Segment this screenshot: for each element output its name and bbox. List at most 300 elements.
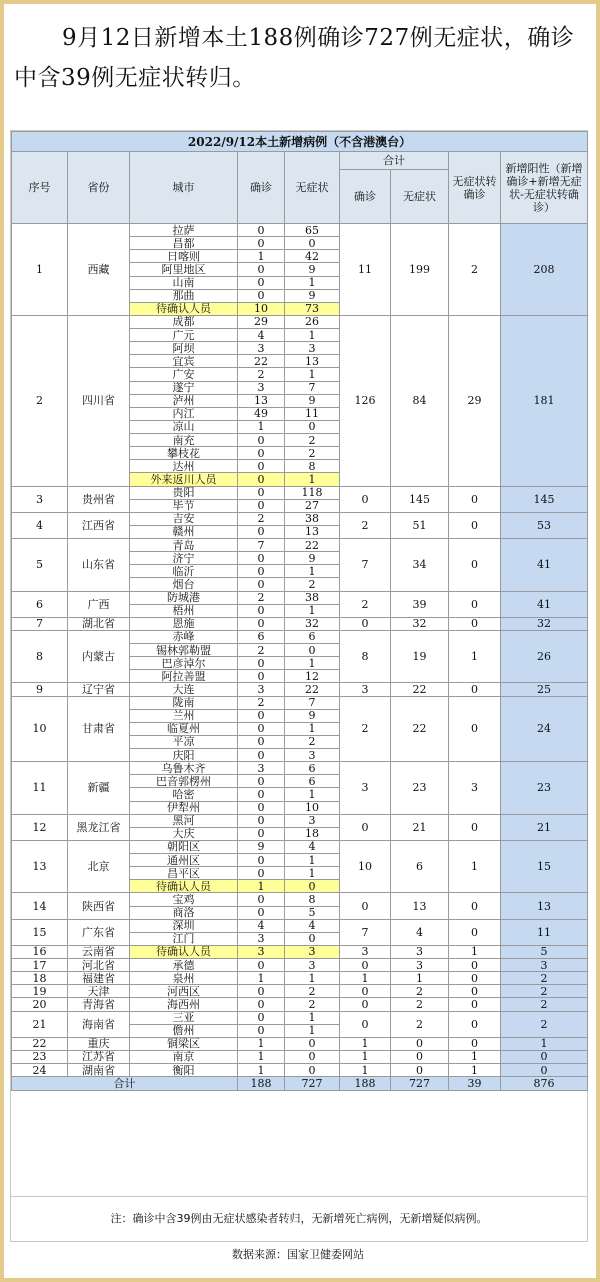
converted-cell: 1 (449, 630, 501, 683)
seq-cell: 18 (12, 972, 68, 985)
seq-cell: 15 (12, 919, 68, 945)
city-cell: 通州区 (130, 854, 238, 867)
total-confirmed-cell: 1 (340, 1037, 391, 1050)
converted-cell: 0 (449, 486, 501, 512)
asymptomatic-cell: 65 (285, 224, 340, 237)
asymptomatic-cell: 118 (285, 486, 340, 499)
city-cell: 外来返川人员 (130, 473, 238, 486)
asymptomatic-cell: 3 (285, 814, 340, 827)
confirmed-cell: 0 (238, 854, 285, 867)
asymptomatic-cell: 6 (285, 762, 340, 775)
total-confirmed-cell: 8 (340, 630, 391, 683)
total-confirmed-cell: 3 (340, 762, 391, 815)
city-cell: 阿坝 (130, 342, 238, 355)
positive-cell: 2 (501, 998, 588, 1011)
data-source: 数据来源：国家卫健委网站 (232, 1248, 364, 1261)
confirmed-cell: 0 (238, 867, 285, 880)
table-body (12, 224, 588, 1091)
asymptomatic-cell: 7 (285, 696, 340, 709)
positive-cell: 11 (501, 919, 588, 945)
table-row (12, 762, 588, 775)
total-asymptomatic-cell: 84 (391, 315, 449, 486)
seq-cell: 24 (12, 1064, 68, 1077)
province-cell: 江西省 (68, 512, 130, 538)
seq-cell: 14 (12, 893, 68, 919)
city-cell: 昌平区 (130, 867, 238, 880)
positive-cell: 0 (501, 1050, 588, 1063)
province-cell: 湖南省 (68, 1064, 130, 1077)
city-cell: 临夏州 (130, 722, 238, 735)
table-row (12, 224, 588, 237)
total-asymptomatic-cell: 2 (391, 1011, 449, 1037)
seq-cell: 16 (12, 945, 68, 958)
asymptomatic-cell: 9 (285, 289, 340, 302)
confirmed-cell: 0 (238, 959, 285, 972)
city-cell: 宝鸡 (130, 893, 238, 906)
confirmed-cell: 29 (238, 315, 285, 328)
total-asymptomatic-cell: 4 (391, 919, 449, 945)
total-confirmed-cell: 126 (340, 315, 391, 486)
seq-cell: 6 (12, 591, 68, 617)
city-cell: 巴彦淖尔 (130, 657, 238, 670)
seq-cell: 23 (12, 1050, 68, 1063)
city-cell: 大庆 (130, 827, 238, 840)
confirmed-cell: 7 (238, 539, 285, 552)
confirmed-cell: 4 (238, 919, 285, 932)
asymptomatic-cell: 2 (285, 578, 340, 591)
total-asymptomatic-cell: 145 (391, 486, 449, 512)
header-total-asymptomatic: 无症状 (391, 170, 449, 224)
province-cell: 陕西省 (68, 893, 130, 919)
seq-cell: 1 (12, 224, 68, 316)
confirmed-cell: 0 (238, 709, 285, 722)
confirmed-cell: 3 (238, 683, 285, 696)
confirmed-cell: 49 (238, 407, 285, 420)
confirmed-cell: 0 (238, 578, 285, 591)
table-row (12, 1064, 588, 1077)
positive-cell: 25 (501, 683, 588, 696)
seq-cell: 19 (12, 985, 68, 998)
confirmed-cell: 0 (238, 263, 285, 276)
positive-cell: 208 (501, 224, 588, 316)
asymptomatic-cell: 1 (285, 854, 340, 867)
positive-cell: 13 (501, 893, 588, 919)
asymptomatic-cell: 6 (285, 775, 340, 788)
asymptomatic-cell: 12 (285, 670, 340, 683)
table-row (12, 539, 588, 552)
table-row (12, 617, 588, 630)
city-cell: 泸州 (130, 394, 238, 407)
asymptomatic-cell: 13 (285, 525, 340, 538)
positive-cell: 2 (501, 1011, 588, 1037)
confirmed-cell: 1 (238, 250, 285, 263)
asymptomatic-cell: 0 (285, 1064, 340, 1077)
confirmed-cell: 0 (238, 447, 285, 460)
confirmed-cell: 0 (238, 670, 285, 683)
total-confirmed-cell: 0 (340, 985, 391, 998)
confirmed-cell: 0 (238, 604, 285, 617)
province-cell: 福建省 (68, 972, 130, 985)
asymptomatic-cell: 1 (285, 867, 340, 880)
table-row (12, 696, 588, 709)
header-confirmed: 确诊 (238, 152, 285, 224)
asymptomatic-cell: 8 (285, 893, 340, 906)
province-cell: 海南省 (68, 1011, 130, 1037)
total-confirmed-cell: 7 (340, 539, 391, 592)
confirmed-cell: 3 (238, 945, 285, 958)
asymptomatic-cell: 9 (285, 263, 340, 276)
confirmed-cell: 0 (238, 473, 285, 486)
confirmed-cell: 2 (238, 368, 285, 381)
city-cell: 赣州 (130, 525, 238, 538)
city-cell: 巴音郭楞州 (130, 775, 238, 788)
province-cell: 天津 (68, 985, 130, 998)
table-row (12, 1011, 588, 1024)
converted-cell: 0 (449, 985, 501, 998)
asymptomatic-cell: 9 (285, 552, 340, 565)
header-seq: 序号 (12, 152, 68, 224)
total-confirmed-cell: 1 (340, 972, 391, 985)
confirmed-cell: 0 (238, 565, 285, 578)
confirmed-cell: 22 (238, 355, 285, 368)
province-cell: 青海省 (68, 998, 130, 1011)
city-cell: 那曲 (130, 289, 238, 302)
city-cell: 阿拉善盟 (130, 670, 238, 683)
city-cell: 海西州 (130, 998, 238, 1011)
city-cell: 山南 (130, 276, 238, 289)
table-row (12, 486, 588, 499)
totals-asymptomatic: 727 (285, 1077, 340, 1091)
total-confirmed-cell: 11 (340, 224, 391, 316)
asymptomatic-cell: 1 (285, 473, 340, 486)
asymptomatic-cell: 1 (285, 276, 340, 289)
totals-confirmed: 188 (238, 1077, 285, 1091)
total-asymptomatic-cell: 0 (391, 1064, 449, 1077)
confirmed-cell: 0 (238, 657, 285, 670)
confirmed-cell: 2 (238, 591, 285, 604)
totals-positive: 876 (501, 1077, 588, 1091)
converted-cell: 0 (449, 998, 501, 1011)
city-cell: 三亚 (130, 1011, 238, 1024)
converted-cell: 0 (449, 972, 501, 985)
total-confirmed-cell: 0 (340, 1011, 391, 1037)
confirmed-cell: 1 (238, 420, 285, 433)
seq-cell: 21 (12, 1011, 68, 1037)
city-cell: 拉萨 (130, 224, 238, 237)
city-cell: 昌都 (130, 237, 238, 250)
city-cell: 青岛 (130, 539, 238, 552)
seq-cell: 7 (12, 617, 68, 630)
confirmed-cell: 0 (238, 735, 285, 748)
table-title: 2022/9/12本土新增病例（不含港澳台） (12, 132, 588, 152)
total-asymptomatic-cell: 22 (391, 683, 449, 696)
confirmed-cell: 3 (238, 342, 285, 355)
positive-cell: 24 (501, 696, 588, 762)
city-cell: 伊犁州 (130, 801, 238, 814)
city-cell: 待确认人员 (130, 880, 238, 893)
asymptomatic-cell: 73 (285, 302, 340, 315)
confirmed-cell: 0 (238, 906, 285, 919)
confirmed-cell: 0 (238, 499, 285, 512)
asymptomatic-cell: 22 (285, 683, 340, 696)
asymptomatic-cell: 1 (285, 657, 340, 670)
city-cell: 庆阳 (130, 749, 238, 762)
seq-cell: 17 (12, 959, 68, 972)
city-cell: 黑河 (130, 814, 238, 827)
seq-cell: 12 (12, 814, 68, 840)
converted-cell: 29 (449, 315, 501, 486)
total-asymptomatic-cell: 3 (391, 959, 449, 972)
positive-cell: 53 (501, 512, 588, 538)
asymptomatic-cell: 3 (285, 945, 340, 958)
header-asymptomatic: 无症状 (285, 152, 340, 224)
confirmed-cell: 1 (238, 1050, 285, 1063)
asymptomatic-cell: 27 (285, 499, 340, 512)
asymptomatic-cell: 26 (285, 315, 340, 328)
positive-cell: 0 (501, 1064, 588, 1077)
total-confirmed-cell: 0 (340, 814, 391, 840)
asymptomatic-cell: 0 (285, 880, 340, 893)
converted-cell: 2 (449, 224, 501, 316)
converted-cell: 0 (449, 591, 501, 617)
city-cell: 成都 (130, 315, 238, 328)
province-cell: 山东省 (68, 539, 130, 592)
confirmed-cell: 2 (238, 644, 285, 657)
seq-cell: 5 (12, 539, 68, 592)
converted-cell: 1 (449, 945, 501, 958)
asymptomatic-cell: 18 (285, 827, 340, 840)
asymptomatic-cell: 3 (285, 342, 340, 355)
positive-cell: 41 (501, 591, 588, 617)
city-cell: 河西区 (130, 985, 238, 998)
total-asymptomatic-cell: 32 (391, 617, 449, 630)
header-city: 城市 (130, 152, 238, 224)
confirmed-cell: 0 (238, 224, 285, 237)
positive-cell: 181 (501, 315, 588, 486)
table-row (12, 893, 588, 906)
converted-cell: 0 (449, 1037, 501, 1050)
confirmed-cell: 0 (238, 893, 285, 906)
city-cell: 衡阳 (130, 1064, 238, 1077)
confirmed-cell: 2 (238, 512, 285, 525)
table-row (12, 315, 588, 328)
city-cell: 攀枝花 (130, 447, 238, 460)
confirmed-cell: 0 (238, 434, 285, 447)
positive-cell: 32 (501, 617, 588, 630)
city-cell: 梧州 (130, 604, 238, 617)
table-row (12, 512, 588, 525)
asymptomatic-cell: 4 (285, 840, 340, 853)
converted-cell: 1 (449, 1050, 501, 1063)
province-cell: 北京 (68, 840, 130, 893)
case-table-container (10, 130, 588, 1197)
converted-cell: 0 (449, 512, 501, 538)
total-confirmed-cell: 10 (340, 840, 391, 893)
confirmed-cell: 0 (238, 1024, 285, 1037)
totals-row (12, 1077, 588, 1091)
header-total: 合计 (340, 152, 449, 170)
header-converted: 无症状转确诊 (449, 152, 501, 224)
asymptomatic-cell: 42 (285, 250, 340, 263)
city-cell: 待确认人员 (130, 302, 238, 315)
asymptomatic-cell: 7 (285, 381, 340, 394)
seq-cell: 10 (12, 696, 68, 762)
confirmed-cell: 0 (238, 827, 285, 840)
asymptomatic-cell: 1 (285, 788, 340, 801)
confirmed-cell: 0 (238, 237, 285, 250)
city-cell: 赤峰 (130, 630, 238, 643)
confirmed-cell: 9 (238, 840, 285, 853)
totals-total-confirmed: 188 (340, 1077, 391, 1091)
header-total-confirmed: 确诊 (340, 170, 391, 224)
headline: 9月12日新增本土188例确诊727例无症状，确诊中含39例无症状转归。 (14, 25, 575, 91)
asymptomatic-cell: 0 (285, 420, 340, 433)
seq-cell: 9 (12, 683, 68, 696)
city-cell: 贵阳 (130, 486, 238, 499)
confirmed-cell: 3 (238, 381, 285, 394)
total-asymptomatic-cell: 199 (391, 224, 449, 316)
city-cell: 凉山 (130, 420, 238, 433)
header-province: 省份 (68, 152, 130, 224)
province-cell: 内蒙古 (68, 630, 130, 683)
asymptomatic-cell: 2 (285, 447, 340, 460)
total-asymptomatic-cell: 19 (391, 630, 449, 683)
confirmed-cell: 4 (238, 329, 285, 342)
city-cell: 恩施 (130, 617, 238, 630)
confirmed-cell: 2 (238, 696, 285, 709)
province-cell: 广西 (68, 591, 130, 617)
city-cell: 锡林郭勒盟 (130, 644, 238, 657)
total-confirmed-cell: 2 (340, 696, 391, 762)
total-asymptomatic-cell: 39 (391, 591, 449, 617)
confirmed-cell: 6 (238, 630, 285, 643)
asymptomatic-cell: 38 (285, 512, 340, 525)
asymptomatic-cell: 11 (285, 407, 340, 420)
total-asymptomatic-cell: 22 (391, 696, 449, 762)
confirmed-cell: 10 (238, 302, 285, 315)
confirmed-cell: 0 (238, 289, 285, 302)
province-cell: 辽宁省 (68, 683, 130, 696)
confirmed-cell: 0 (238, 985, 285, 998)
converted-cell: 0 (449, 1011, 501, 1037)
seq-cell: 11 (12, 762, 68, 815)
asymptomatic-cell: 6 (285, 630, 340, 643)
positive-cell: 5 (501, 945, 588, 958)
table-row (12, 683, 588, 696)
confirmed-cell: 0 (238, 749, 285, 762)
city-cell: 阿里地区 (130, 263, 238, 276)
asymptomatic-cell: 2 (285, 998, 340, 1011)
seq-cell: 20 (12, 998, 68, 1011)
table-row (12, 945, 588, 958)
converted-cell: 0 (449, 919, 501, 945)
asymptomatic-cell: 9 (285, 709, 340, 722)
total-asymptomatic-cell: 6 (391, 840, 449, 893)
city-cell: 待确认人员 (130, 945, 238, 958)
asymptomatic-cell: 5 (285, 906, 340, 919)
asymptomatic-cell: 1 (285, 1011, 340, 1024)
city-cell: 兰州 (130, 709, 238, 722)
total-asymptomatic-cell: 21 (391, 814, 449, 840)
city-cell: 朝阳区 (130, 840, 238, 853)
province-cell: 西藏 (68, 224, 130, 316)
city-cell: 广元 (130, 329, 238, 342)
totals-converted: 39 (449, 1077, 501, 1091)
confirmed-cell: 0 (238, 460, 285, 473)
city-cell: 乌鲁木齐 (130, 762, 238, 775)
city-cell: 毕节 (130, 499, 238, 512)
converted-cell: 0 (449, 617, 501, 630)
total-confirmed-cell: 0 (340, 893, 391, 919)
province-cell: 新疆 (68, 762, 130, 815)
header-positive: 新增阳性（新增确诊+新增无症状-无症状转确诊） (501, 152, 588, 224)
confirmed-cell: 0 (238, 525, 285, 538)
positive-cell: 3 (501, 959, 588, 972)
city-cell: 南充 (130, 434, 238, 447)
footnote: 注：确诊中含39例由无症状感染者转归，无新增死亡病例，无新增疑似病例。 (10, 1196, 588, 1242)
city-cell: 商洛 (130, 906, 238, 919)
city-cell: 宜宾 (130, 355, 238, 368)
total-asymptomatic-cell: 13 (391, 893, 449, 919)
asymptomatic-cell: 22 (285, 539, 340, 552)
confirmed-cell: 0 (238, 788, 285, 801)
confirmed-cell: 0 (238, 801, 285, 814)
seq-cell: 22 (12, 1037, 68, 1050)
total-asymptomatic-cell: 0 (391, 1050, 449, 1063)
asymptomatic-cell: 2 (285, 434, 340, 447)
city-cell: 吉安 (130, 512, 238, 525)
total-confirmed-cell: 1 (340, 1064, 391, 1077)
city-cell: 广安 (130, 368, 238, 381)
positive-cell: 26 (501, 630, 588, 683)
positive-cell: 2 (501, 985, 588, 998)
total-asymptomatic-cell: 0 (391, 1037, 449, 1050)
seq-cell: 2 (12, 315, 68, 486)
asymptomatic-cell: 8 (285, 460, 340, 473)
seq-cell: 8 (12, 630, 68, 683)
asymptomatic-cell: 4 (285, 919, 340, 932)
table-row (12, 998, 588, 1011)
city-cell: 南京 (130, 1050, 238, 1063)
table-row (12, 591, 588, 604)
confirmed-cell: 0 (238, 617, 285, 630)
confirmed-cell: 1 (238, 880, 285, 893)
asymptomatic-cell: 0 (285, 1037, 340, 1050)
asymptomatic-cell: 3 (285, 959, 340, 972)
total-asymptomatic-cell: 2 (391, 998, 449, 1011)
asymptomatic-cell: 38 (285, 591, 340, 604)
city-cell: 承德 (130, 959, 238, 972)
city-cell: 平凉 (130, 735, 238, 748)
city-cell: 铜梁区 (130, 1037, 238, 1050)
asymptomatic-cell: 9 (285, 394, 340, 407)
total-confirmed-cell: 3 (340, 683, 391, 696)
converted-cell: 0 (449, 696, 501, 762)
city-cell: 日喀则 (130, 250, 238, 263)
province-cell: 江苏省 (68, 1050, 130, 1063)
asymptomatic-cell: 1 (285, 722, 340, 735)
seq-cell: 3 (12, 486, 68, 512)
city-cell: 陇南 (130, 696, 238, 709)
asymptomatic-cell: 3 (285, 749, 340, 762)
converted-cell: 0 (449, 893, 501, 919)
total-confirmed-cell: 2 (340, 512, 391, 538)
converted-cell: 1 (449, 1064, 501, 1077)
city-cell: 儋州 (130, 1024, 238, 1037)
total-asymptomatic-cell: 2 (391, 985, 449, 998)
province-cell: 重庆 (68, 1037, 130, 1050)
converted-cell: 0 (449, 959, 501, 972)
